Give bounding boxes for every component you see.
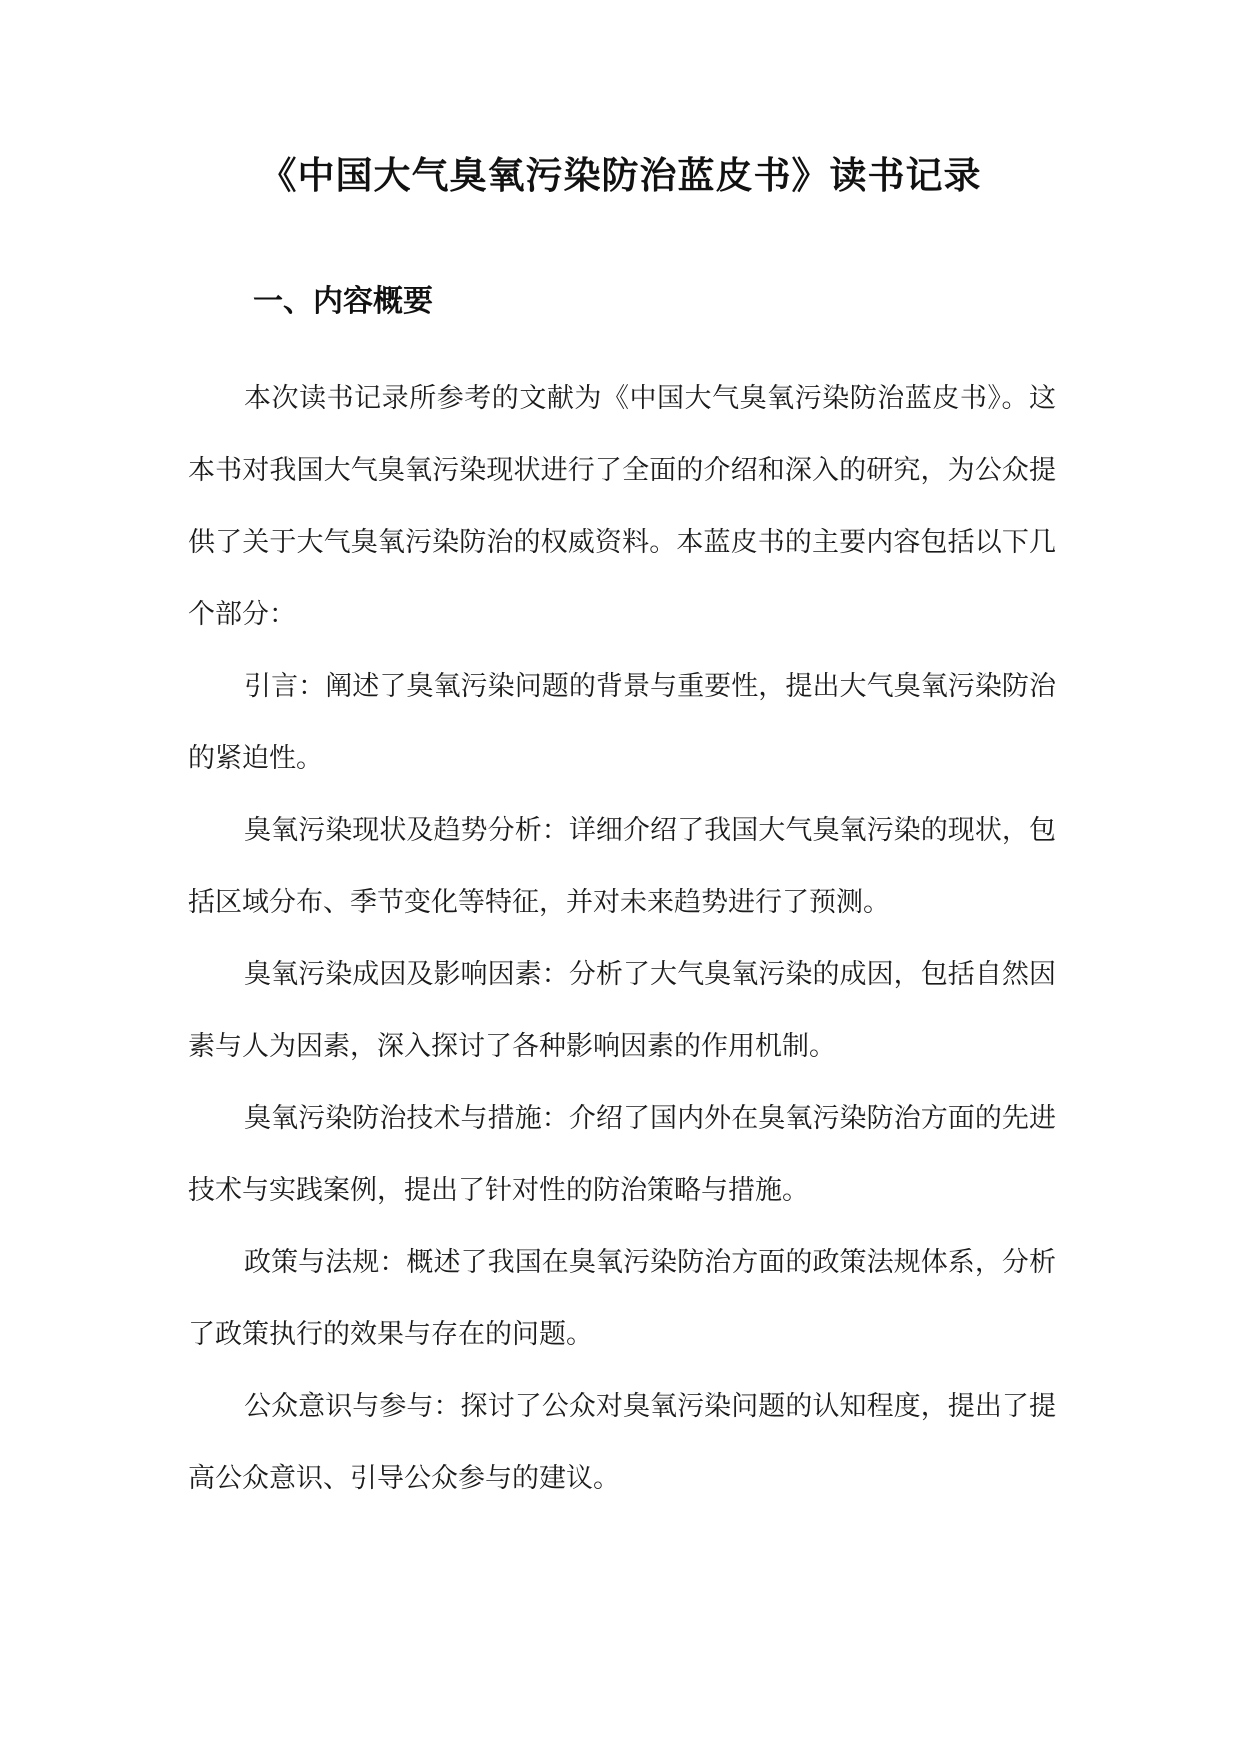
document-title: 《中国大气臭氧污染防治蓝皮书》读书记录	[259, 154, 982, 197]
paragraph-technology: 臭氧污染防治技术与措施：介绍了国内外在臭氧污染防治方面的先进技术与实践案例，提出了针对性的防治策略与措施。	[188, 1103, 1056, 1206]
paragraph-preface: 引言：阐述了臭氧污染问题的背景与重要性，提出大气臭氧污染防治的紧迫性。	[188, 671, 1056, 774]
section-heading: 一、内容概要	[253, 284, 433, 319]
paragraph-policy: 政策与法规：概述了我国在臭氧污染防治方面的政策法规体系，分析了政策执行的效果与存在的问题。	[188, 1247, 1056, 1350]
paragraph-public: 公众意识与参与：探讨了公众对臭氧污染问题的认知程度，提出了提高公众意识、引导公众参与的建议。	[188, 1391, 1056, 1494]
paragraph-causes: 臭氧污染成因及影响因素：分析了大气臭氧污染的成因，包括自然因素与人为因素，深入探讨了各种影响因素的作用机制。	[188, 959, 1056, 1062]
body-text	[188, 363, 1056, 1515]
paragraph-status: 臭氧污染现状及趋势分析：详细介绍了我国大气臭氧污染的现状，包括区域分布、季节变化等特征，并对未来趋势进行了预测。	[188, 815, 1056, 918]
paragraph-intro: 本次读书记录所参考的文献为《中国大气臭氧污染防治蓝皮书》。这本书对我国大气臭氧污染现状进行了全面的介绍和深入的研究，为公众提供了关于大气臭氧污染防治的权威资料。本蓝皮书的主要内容包括以下几个部分：	[188, 383, 1056, 630]
